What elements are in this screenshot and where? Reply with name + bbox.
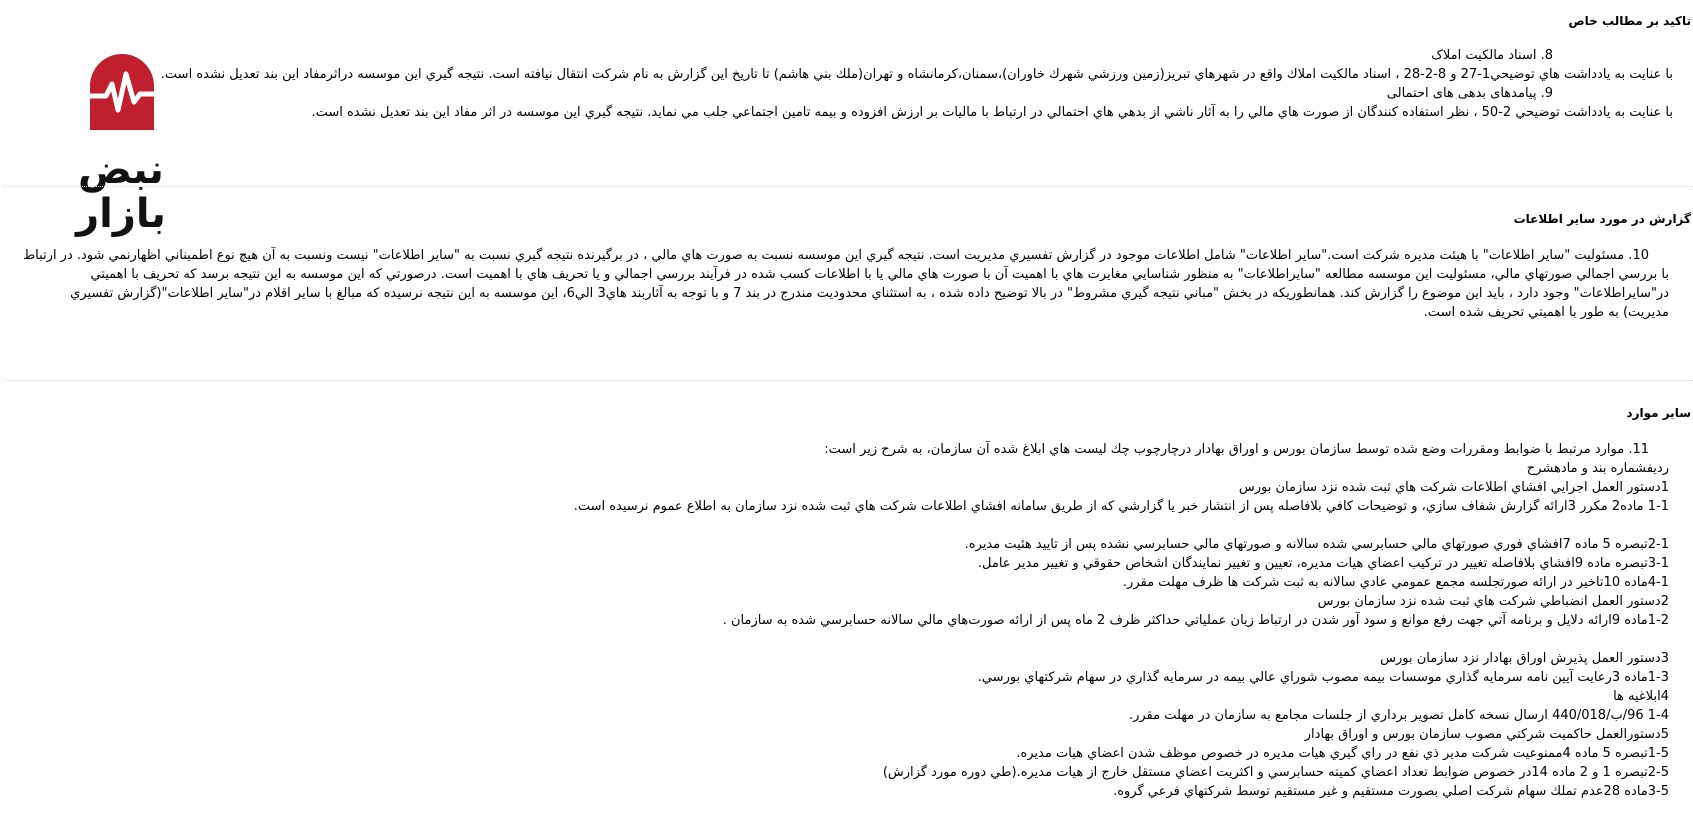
list-item: 3-5ماده 28عدم تملك سهام شركت اصلي بصورت مستقيم و غير مستقيم توسط شركتهاي فرعي گروه. — [1113, 784, 1669, 799]
emphasis-item-text-8: با عنايت به يادداشت هاي توضيحي1-27 و 8-2-28 ، اسناد مالكيت املاك واقع در شهرهاي تبريز(زمين ورزشي شهرك خاوران)،سمنان،كرمانشاه و تهران(ملك بني هاشم) تا تاريخ اين گزارش به نام شركت انتقال نيافته است. نتيجه گيري اين موسسه درا‌ثرمفاد اين بند تعديل نشده است. — [160, 67, 1673, 82]
paragraph-10: 10. مسئولیت "ساير اطلاعات" با هيئت مديره شركت است."ساير اطلاعات" شامل اطلاعات موجود در گزارش تفسيري مديريت است. نتيجه گيري اين موسسه نسبت به صورت هاي مالي ، در برگيرنده نتيجه گيري نسبت به "ساير اطلاعات" نيست ونسبت به آن هيچ نوع اطميناني اظهارنمي شود. در ارتباط با بررسي اجمالي صورتهاي مالي، مسئوليت اين موسسه مطالعه "سايراطلاعات" به منظور شناسايي مغايرت هاي با اهميت آن با صورت هاي مالي يا با اطلاعات كسب شده در فرآيند بررسي اجمالي و يا تحريف هاي با اهميت است. درصورتي كه اين موسسه به اين نتيجه برسد كه تحريف با اهميتي در"سايراطلاعات" وجود دارد ، بايد اين موضوع را گزارش كند. همانطوريكه در بخش "مباني نتيجه گيري مشروط" در بالا توضيح داده شده ، به استثناي محدوديت مندرج در بند 7 و با توجه به آثاربند هاي3 الي6، اين موسسه به اين نتيجه نرسيده كه مبالغ با ساير اقلام در"ساير اطلاعات"(گزارش تفسيري مديريت) به طور با اهميتي تحريف شده است. — [23, 248, 1669, 320]
divider — [4, 380, 1693, 381]
list-item: 1-1 ماده2 مكرر 3ارائه گزارش شفاف سازي، و توضيحات كافي بلافاصله پس از انتشار خبر يا گزارشي كه از طريق سامانه افشاي اطلاعات شركت هاي ثبت شده نزد سازمان به اطلاع عموم نرسيده است. — [573, 499, 1669, 514]
emphasis-item-text-9: با عنايت به يادداشت توضيحي 2-50 ، نظر استفاده كنندگان از صورت هاي مالي را به آثار ناشي از بدهي هاي احتمالي در ارتباط با ماليات بر ارزش افزوده و بيمه تامين اجتماعي جلب مي نمايد. نتيجه گيري اين موسسه در اثر مفاد اين بند تعديل نشده است. — [311, 105, 1673, 120]
list-item: 2-5تبصره 1 و 2 ماده 14در خصوص ضوابط تعداد اعضاي كميته حسابرسي و اكثريت اعضاي مستقل خارج از هيات مديره.(طي دوره مورد گزارش) — [882, 765, 1669, 780]
emphasis-body — [160, 46, 1673, 122]
list-item: 3-1تبصره ماده 9افشاي بلافاصله تغيير در تركيب اعضاي هيات مديره، تعيين و تغيير نمايندگان اشخاص حقوقي و تغيير مدير عامل. — [977, 556, 1669, 571]
list-item — [480, 630, 1669, 649]
list-item: 2دستور العمل انضباطي شركت هاي ثبت شده نزد سازمان بورس — [1317, 594, 1669, 609]
section-heading-emphasis: تاكيد بر مطالب خاص — [1568, 14, 1691, 28]
list-item: 1دستور العمل اجرايي افشاي اطلاعات شركت هاي ثبت شده نزد سازمان بورس — [1238, 480, 1669, 495]
divider — [4, 186, 1693, 187]
list-item: 4-1ماده 10تاخير در ارائه صورتجلسه مجمع عمومي عادي سالانه به ثبت شركت ها ظرف مهلت مقرر. — [1122, 575, 1669, 590]
other-matters-list — [480, 440, 1669, 801]
list-item: 1-2ماده 9ارائه دلايل و برنامه آتي جهت رفع موانع و سود آور شدن در ارتباط زيان عملياتي حداكثر ظرف 2 ماه پس از ارائه صورت‌هاي مالي سالانه حسابرسي شده به سازمان . — [722, 613, 1669, 628]
list-item — [480, 516, 1669, 535]
list-item: 4ابلاغيه ها — [1613, 689, 1669, 704]
list-item: 3دستور العمل پذيرش اوراق بهادار نزد سازمان بورس — [1380, 651, 1669, 666]
section-heading-other-info: گزارش در مورد ساير اطلاعات — [1513, 212, 1691, 226]
emphasis-item-title-9: 9. پیامدهای بدهی های احتمالی — [1386, 86, 1553, 101]
other-info-paragraph — [22, 246, 1669, 322]
list-item: 11. موارد مرتبط با ضوابط ومقررات وضع شده توسط سازمان بورس و اوراق بهادار درچارچوب چك ليست هاي ابلاغ شده آن سازمان، به شرح زير است: — [824, 442, 1649, 457]
site-logo — [46, 44, 196, 237]
heartbeat-pulse-icon — [46, 44, 196, 144]
list-item: 1-3ماده 3رعايت آيين نامه سرمايه گذاري موسسات بيمه مصوب شوراي عالي بيمه در سرمايه گذاري در سهام شركتهاي بورسي. — [977, 670, 1669, 685]
list-item: رديفشماره بند و مادهشرح — [1526, 461, 1669, 476]
list-item: 2-1تبصره 5 ماده 7افشاي فوري صورتهاي مالي حسابرسي شده سالانه و صورتهاي مالي حسابرسي نشده پس از تاييد هئيت مديره. — [964, 537, 1669, 552]
emphasis-item-title-8: 8. اسناد مالکیت املاک — [1431, 48, 1553, 63]
list-item: 1-4 96/ب/440/018 ارسال نسخه كامل تصوير برداري از جلسات مجامع به سازمان در مهلت مقرر. — [1128, 708, 1669, 723]
list-item: 1-5تبصره 5 ماده 4ممنوعيت شركت مدير ذي نفع در راي گيري هيات مديره در خصوص موظف شدن اعضاي هيات مديره. — [1016, 746, 1669, 761]
section-heading-other-matters: ساير موارد — [1626, 406, 1691, 420]
logo-wordmark: نبض بازار — [76, 147, 166, 237]
list-item: 5دستورالعمل حاكميت شركتي مصوب سازمان بورس و اوراق بهادار — [1304, 727, 1669, 742]
